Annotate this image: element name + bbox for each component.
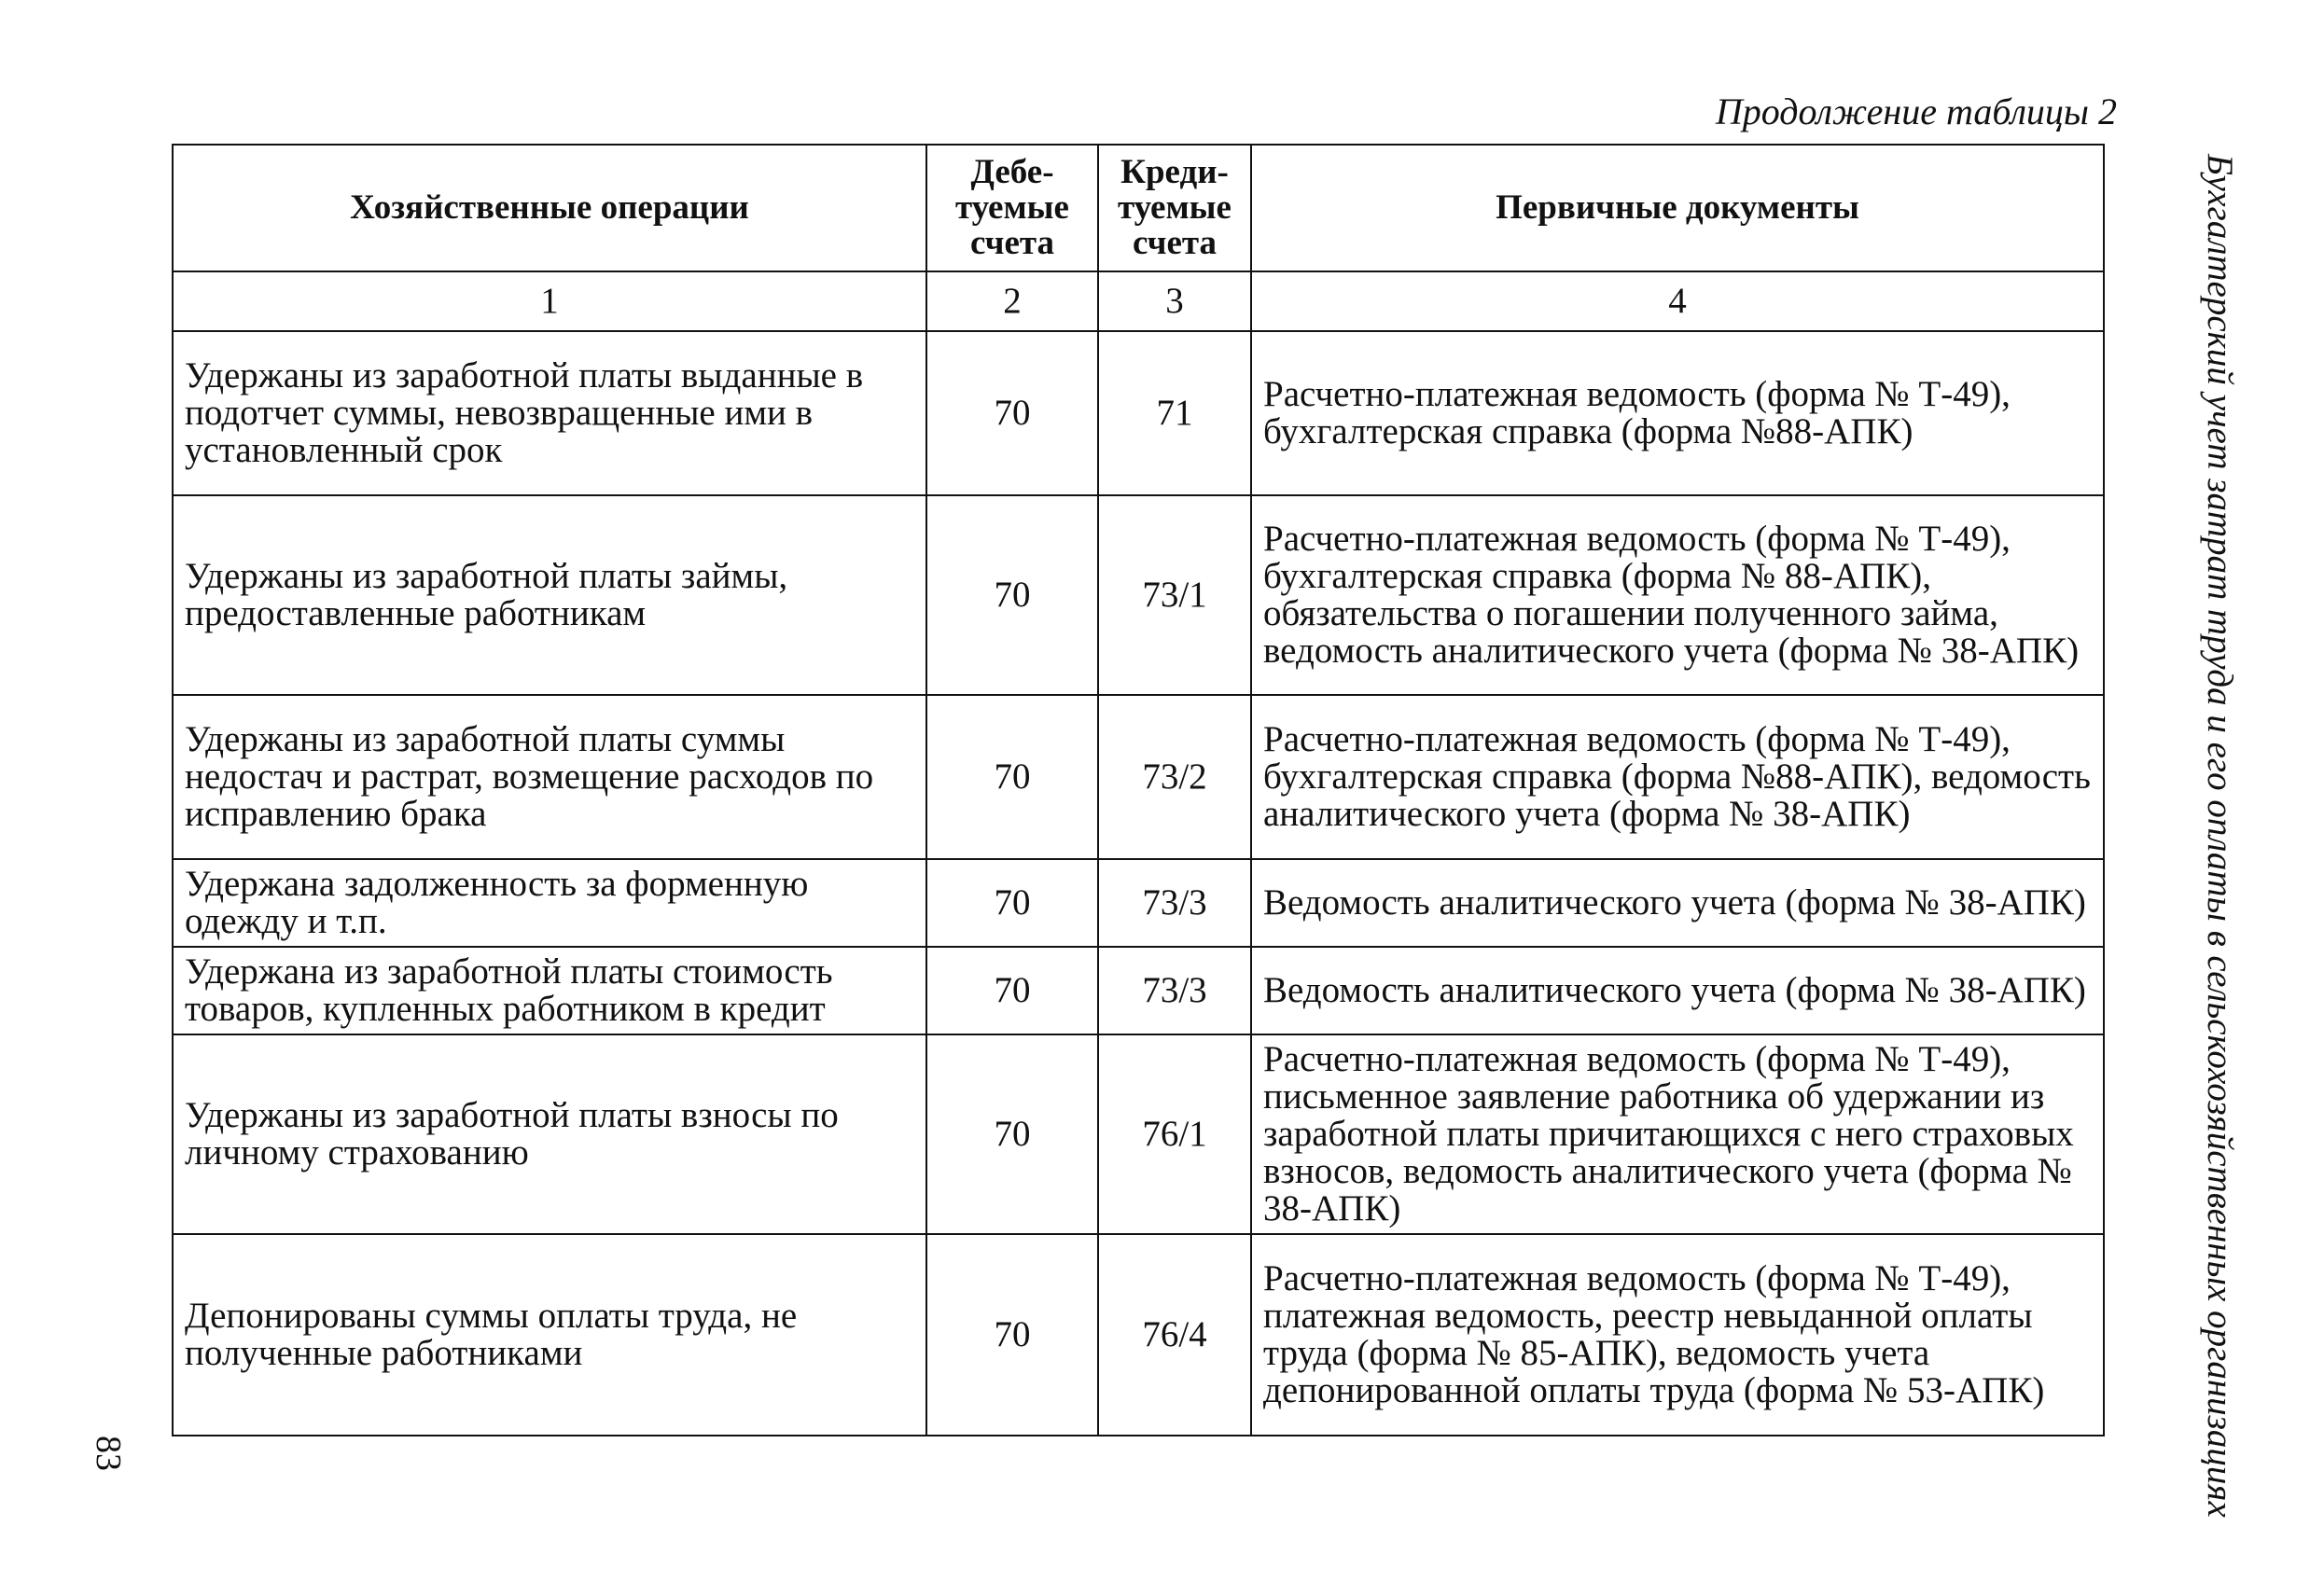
debit-cell: 70 [926, 1034, 1098, 1234]
operation-cell: Удержана из заработной платы стоимость товаров, купленных работником в кредит [173, 947, 926, 1034]
debit-cell: 70 [926, 331, 1098, 495]
documents-cell: Расчетно-платежная ведомость (форма № Т-49), бухгалтерская справка (форма № 88-АПК), обязательства о погашении полученного займа, ведомость аналитического учета (форма № 38-АПК) [1251, 495, 2104, 695]
documents-cell: Ведомость аналитического учета (форма № 38-АПК) [1251, 859, 2104, 947]
header-row [173, 145, 2104, 271]
debit-cell: 70 [926, 1234, 1098, 1436]
accounting-table [172, 144, 2105, 1436]
column-number: 4 [1251, 271, 2104, 331]
operation-cell: Удержаны из заработной платы взносы по личному страхованию [173, 1034, 926, 1234]
operation-cell: Удержана задолженность за форменную одежду и т.п. [173, 859, 926, 947]
page-number: 83 [89, 1436, 128, 1471]
table-row [173, 859, 2104, 947]
header-credit: Креди-туемые счета [1098, 145, 1251, 271]
table-row [173, 947, 2104, 1034]
table-row [173, 695, 2104, 859]
column-number: 1 [173, 271, 926, 331]
header-debit: Дебе-туемые счета [926, 145, 1098, 271]
operation-cell: Удержаны из заработной платы суммы недостач и растрат, возмещение расходов по исправлению брака [173, 695, 926, 859]
debit-cell: 70 [926, 947, 1098, 1034]
documents-cell: Ведомость аналитического учета (форма № 38-АПК) [1251, 947, 2104, 1034]
credit-cell: 71 [1098, 331, 1251, 495]
documents-cell: Расчетно-платежная ведомость (форма № Т-49), бухгалтерская справка (форма №88-АПК) [1251, 331, 2104, 495]
header-documents: Первичные документы [1251, 145, 2104, 271]
debit-cell: 70 [926, 495, 1098, 695]
column-number: 3 [1098, 271, 1251, 331]
credit-cell: 73/3 [1098, 947, 1251, 1034]
table-caption: Продолжение таблицы 2 [1715, 90, 2117, 132]
running-title: Бухгалтерский учет затрат труда и его оплаты в сельскохозяйственных организациях [2200, 154, 2240, 1518]
header-operations: Хозяйственные операции [173, 145, 926, 271]
documents-cell: Расчетно-платежная ведомость (форма № Т-49), письменное заявление работника об удержании из заработной платы причитающихся с него страховых взносов, ведомость аналитического учета (форма № 38-АПК) [1251, 1034, 2104, 1234]
credit-cell: 73/3 [1098, 859, 1251, 947]
table-row [173, 1034, 2104, 1234]
column-number: 2 [926, 271, 1098, 331]
credit-cell: 76/1 [1098, 1034, 1251, 1234]
table-row [173, 495, 2104, 695]
operation-cell: Удержаны из заработной платы займы, предоставленные работникам [173, 495, 926, 695]
debit-cell: 70 [926, 859, 1098, 947]
column-number-row [173, 271, 2104, 331]
table-row [173, 331, 2104, 495]
table-row [173, 1234, 2104, 1436]
credit-cell: 73/2 [1098, 695, 1251, 859]
operation-cell: Депонированы суммы оплаты труда, не полученные работниками [173, 1234, 926, 1436]
operation-cell: Удержаны из заработной платы выданные в подотчет суммы, невозвращенные ими в установленный срок [173, 331, 926, 495]
documents-cell: Расчетно-платежная ведомость (форма № Т-49), бухгалтерская справка (форма №88-АПК), ведомость аналитического учета (форма № 38-АПК) [1251, 695, 2104, 859]
credit-cell: 76/4 [1098, 1234, 1251, 1436]
credit-cell: 73/1 [1098, 495, 1251, 695]
documents-cell: Расчетно-платежная ведомость (форма № Т-49), платежная ведомость, реестр невыданной оплаты труда (форма № 85-АПК), ведомость учета депонированной оплаты труда (форма № 53-АПК) [1251, 1234, 2104, 1436]
debit-cell: 70 [926, 695, 1098, 859]
